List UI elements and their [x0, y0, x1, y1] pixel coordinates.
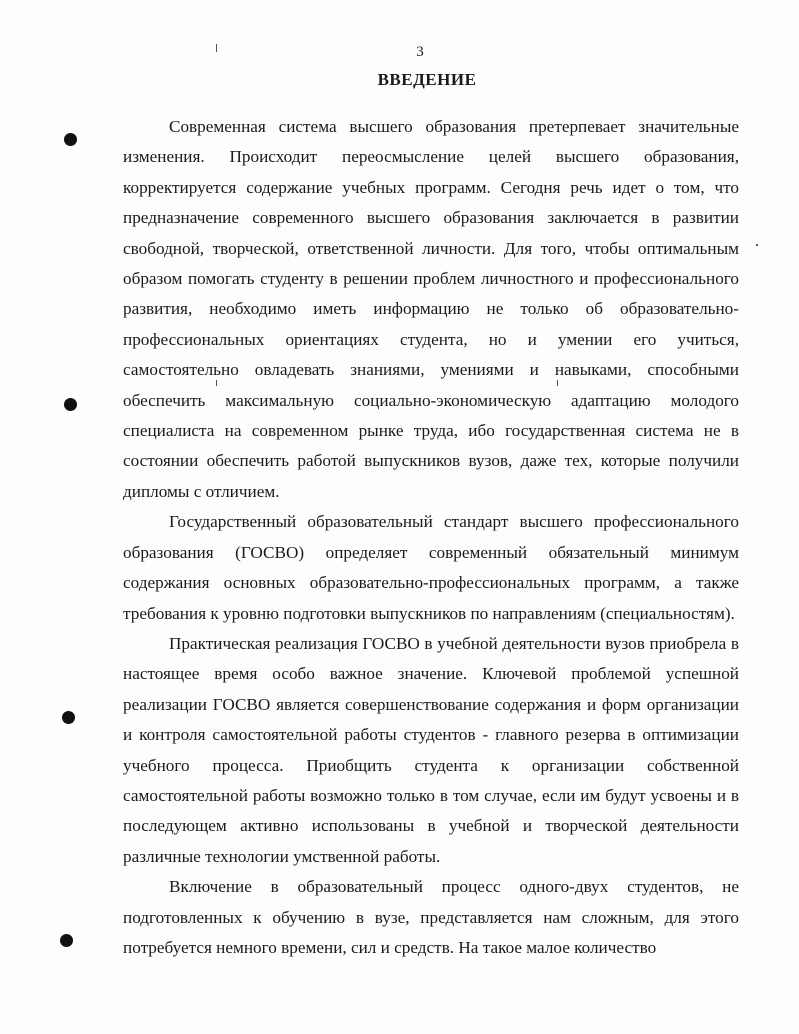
page-title: ВВЕДЕНИЕ	[377, 70, 477, 89]
paragraph-3: Практическая реализация ГОСВО в учебной деятельности вузов приобрела в настоящее время особо важное значение. Ключевой проблемой успешной реализации ГОСВО является совершенствование содержания и форм организации и контроля самостоятельной работы студентов - главного резерва в оптимизации учебного процесса. Приобщить студента к организации собственной самостоятельной работы возможно только в том случае, если им будут усвоены и в последующем активно использованы в учебной и творческой деятельности различные технологии умственной работы.	[123, 633, 739, 866]
body-text	[123, 112, 739, 963]
paragraph-4: Включение в образовательный процесс одного-двух студентов, не подготовленных к обучению в вузе, представляется нам сложным, для этого потребуется немного времени, сил и средств. На такое малое количество	[123, 877, 739, 957]
paragraph-2: Государственный образовательный стандарт высшего профессионального образования (ГОСВО) определяет современный обязательный минимум содержания основных образовательно-профессиональных программ, а также требования к уровню подготовки выпускников по направлениям (специальностям).	[123, 512, 739, 623]
punch-hole-marker	[60, 934, 73, 947]
scan-speck	[216, 380, 217, 386]
punch-hole-marker	[64, 133, 77, 146]
punch-hole-marker	[62, 711, 75, 724]
punch-hole-marker	[64, 398, 77, 411]
paragraph-1: Современная система высшего образования претерпевает значительные изменения. Происходит переосмысление целей высшего образования, корректируется содержание учебных программ. Сегодня речь идет о том, что предназначение современного высшего образования заключается в развитии свободной, творческой, ответственной личности. Для того, чтобы оптимальным образом помогать студенту в решении проблем личностного и профессионального развития, необходимо иметь информацию не только об образовательно-профессиональных ориентациях студента, но и умении его учиться, самостоятельно овладевать знаниями, умениями и навыками, способными обеспечить максимальную социально-экономическую адаптацию молодого специалиста на современном рынке труда, ибо государственная система не в состоянии обеспечить работой выпускников вузов, даже тех, которые получили дипломы с отличием.	[123, 117, 739, 501]
page-number: 3	[416, 44, 424, 60]
scan-speck	[216, 44, 217, 52]
scan-speck	[756, 244, 758, 246]
scan-speck	[557, 380, 558, 386]
